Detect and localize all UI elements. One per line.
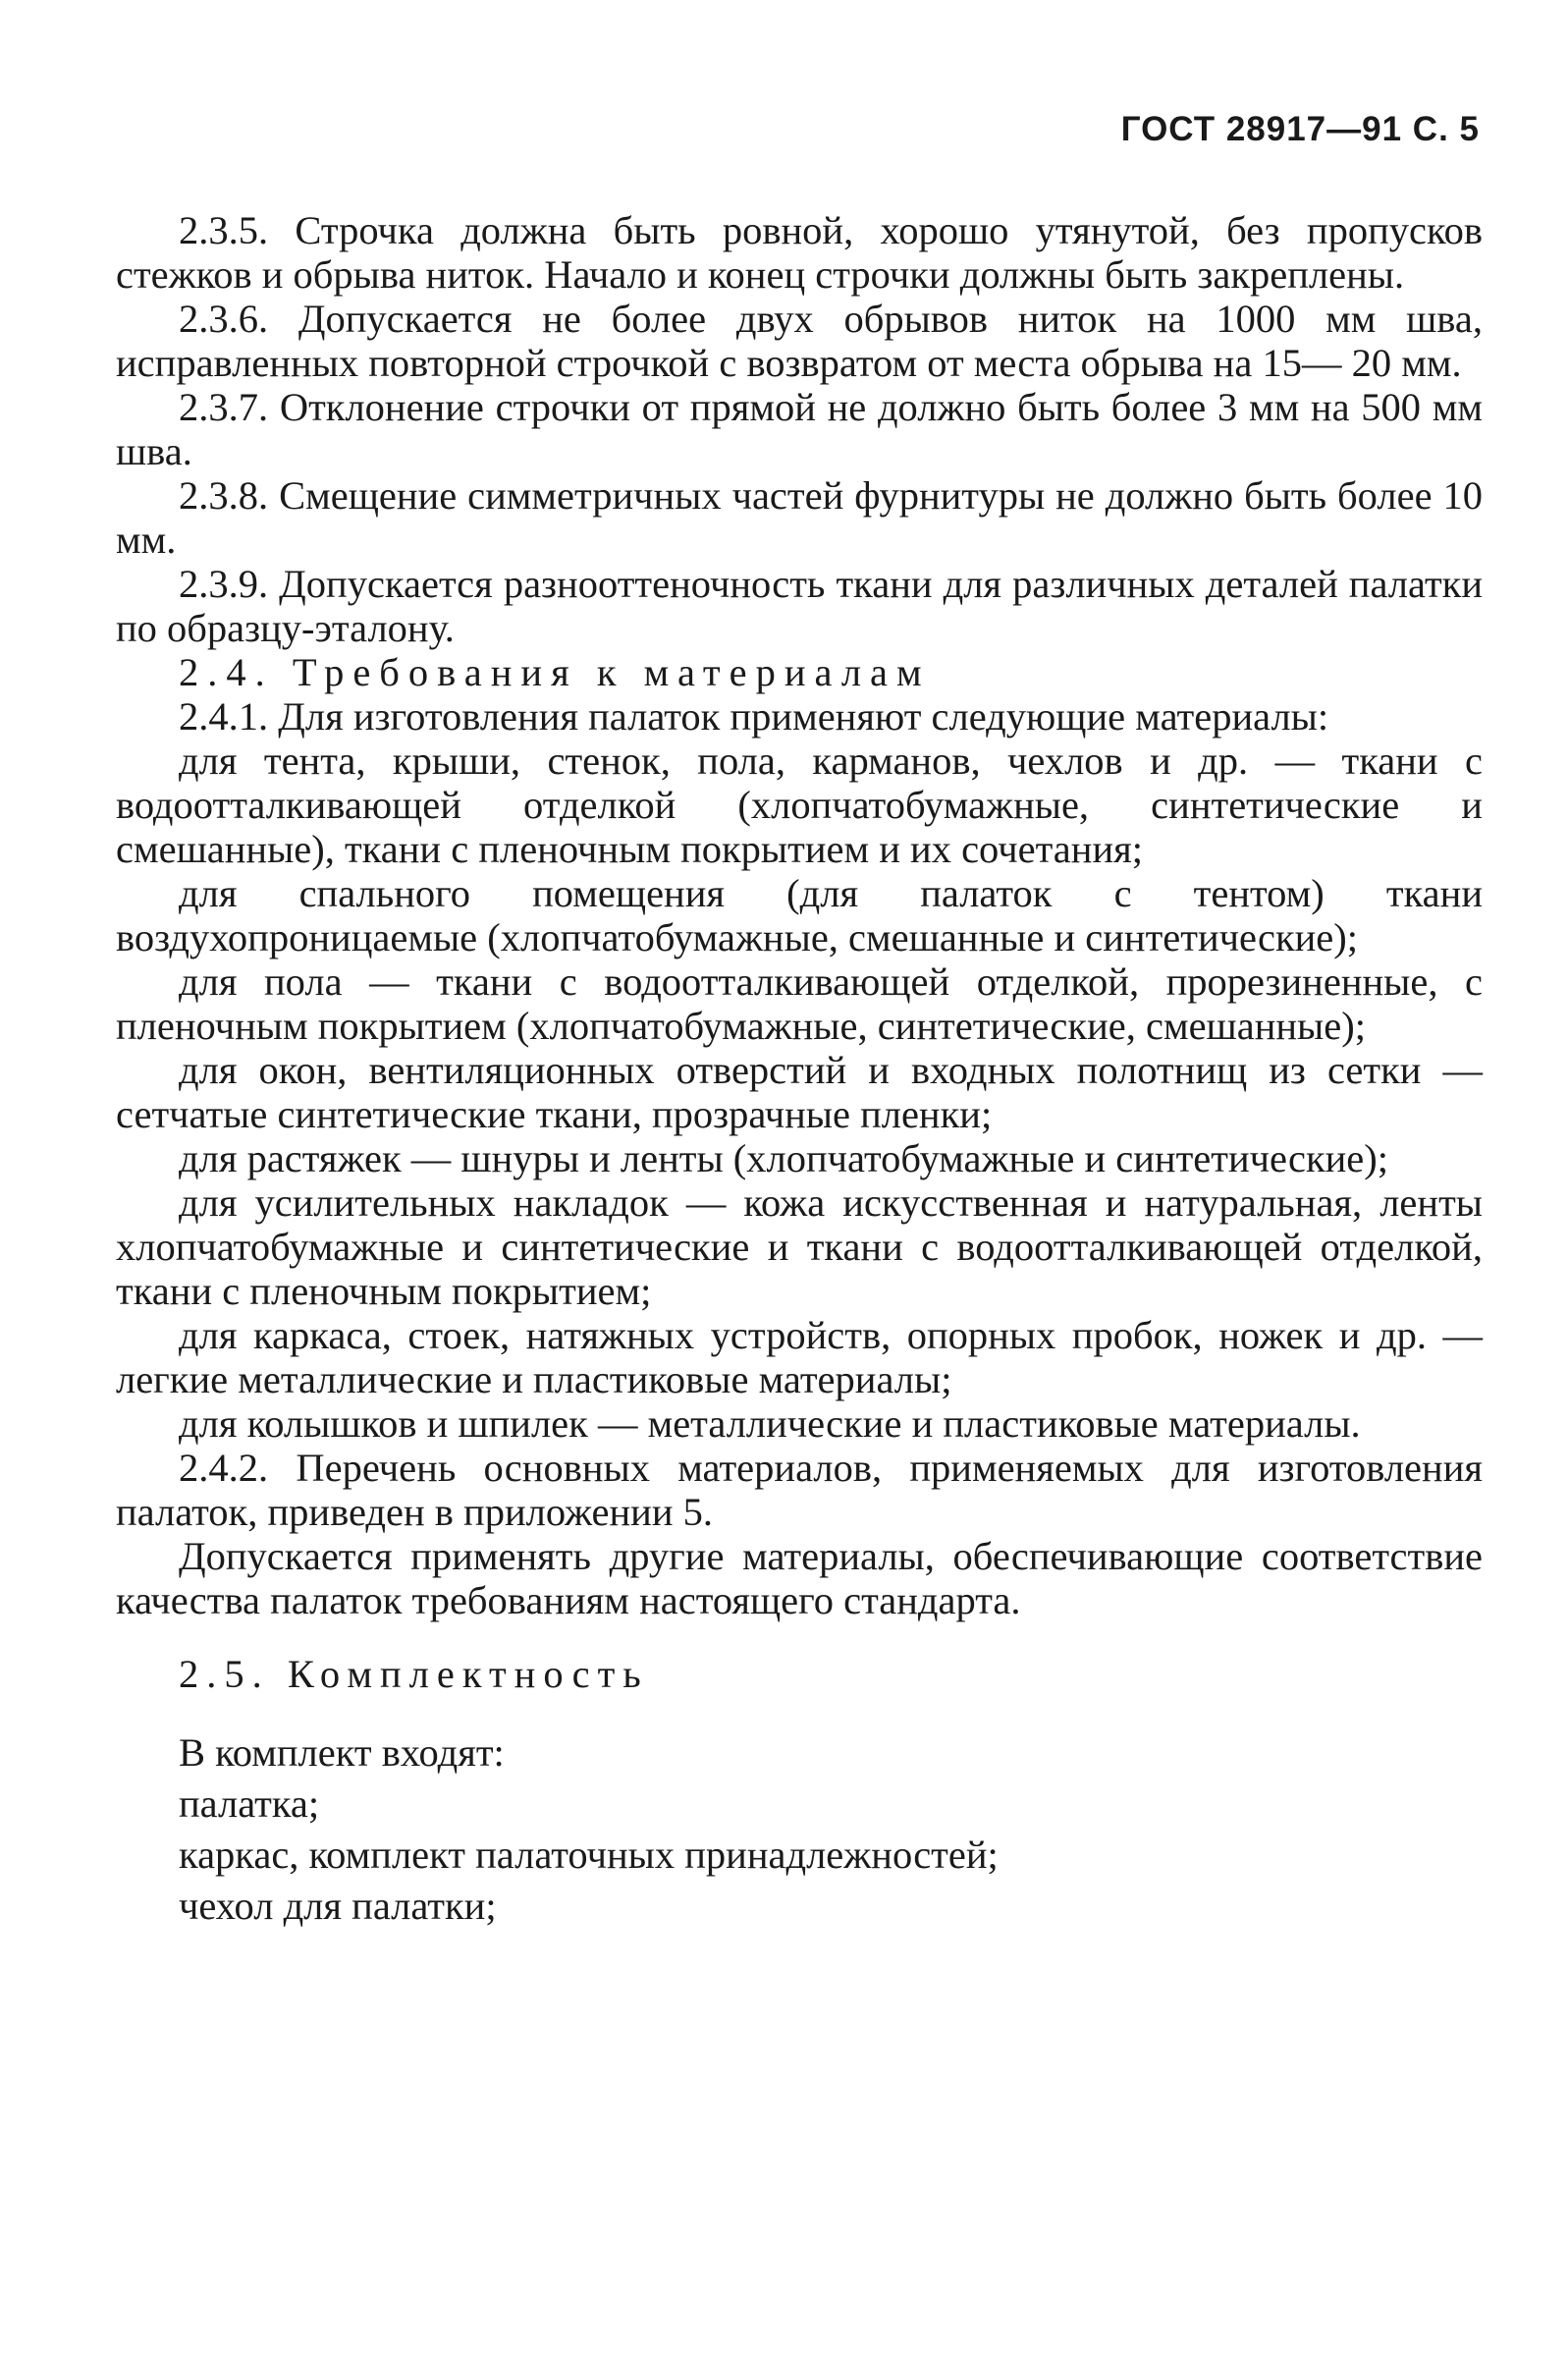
material-tent: для тента, крыши, стенок, пола, карманов, чехлов и др. — ткани с водоотталкивающей отделкой (хлопчатобумажные, синтетические и смешанные), ткани с пленочным покрытием и их сочетания; [116, 739, 1483, 871]
set-item-tent: палатка; [179, 1781, 320, 1826]
clause-2-3-6: 2.3.6. Допускается не более двух обрывов ниток на 1000 мм шва, исправленных повторной строчкой с возвратом от места обрыва на 15— 20 мм. [116, 297, 1483, 385]
clause-allowed-materials: Допускается применять другие материалы, обеспечивающие соответствие качества палаток требованиям настоящего стандарта. [116, 1534, 1483, 1622]
clause-2-3-9: 2.3.9. Допускается разнооттеночность ткани для различных деталей палатки по образцу-эталону. [116, 562, 1483, 650]
set-item-frame: каркас, комплект палаточных принадлежностей; [179, 1833, 999, 1877]
set-item-cover: чехол для палатки; [179, 1884, 497, 1928]
set-intro: В комплект входят: [179, 1730, 505, 1775]
clause-2-4-1: 2.4.1. Для изготовления палаток применяют следующие материалы: [179, 694, 1329, 739]
material-floor: для пола — ткани с водоотталкивающей отделкой, прорезиненные, с пленочным покрытием (хлопчатобумажные, синтетические, смешанные); [116, 959, 1483, 1048]
material-pegs: для колышков и шпилек — металлические и пластиковые материалы. [179, 1401, 1361, 1446]
section-heading-2-5: 2.5. Комплектность [179, 1652, 649, 1696]
material-sleeping-area: для спального помещения (для палаток с тентом) ткани воздухопроницаемые (хлопчатобумажные, смешанные и синтетические); [116, 871, 1483, 959]
material-windows: для окон, вентиляционных отверстий и входных полотнищ из сетки — сетчатые синтетические ткани, прозрачные пленки; [116, 1048, 1483, 1136]
material-guy-lines: для растяжек — шнуры и ленты (хлопчатобумажные и синтетические); [179, 1136, 1389, 1180]
document-body [116, 208, 1483, 1932]
material-frame: для каркаса, стоек, натяжных устройств, опорных пробок, ножек и др. — легкие металлические и пластиковые материалы; [116, 1313, 1483, 1401]
material-reinforcements: для усилительных накладок — кожа искусственная и натуральная, ленты хлопчатобумажные и синтетические и ткани с водоотталкивающей отделкой, ткани с пленочным покрытием; [116, 1180, 1483, 1313]
clause-2-3-5: 2.3.5. Строчка должна быть ровной, хорошо утянутой, без пропусков стежков и обрыва ниток. Начало и конец строчки должны быть закреплены. [116, 208, 1483, 297]
page-header-doc-ref: ГОСТ 28917—91 С. 5 [1120, 110, 1480, 148]
clause-2-3-8: 2.3.8. Смещение симметричных частей фурнитуры не должно быть более 10 мм. [116, 473, 1483, 562]
clause-2-3-7: 2.3.7. Отклонение строчки от прямой не должно быть более 3 мм на 500 мм шва. [116, 385, 1483, 473]
section-heading-2-4: 2.4. Требования к материалам [179, 650, 931, 694]
clause-2-4-2: 2.4.2. Перечень основных материалов, применяемых для изготовления палаток, приведен в приложении 5. [116, 1446, 1483, 1534]
